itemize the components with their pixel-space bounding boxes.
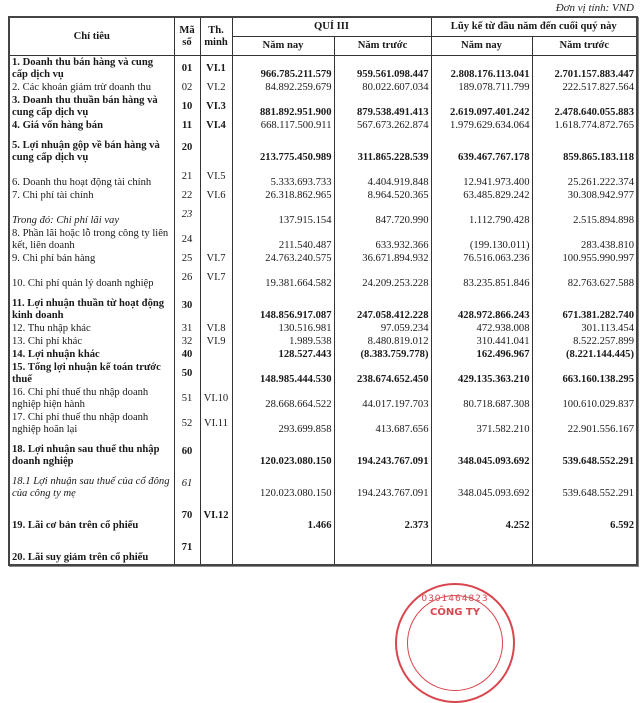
row-quarter-current-value: 5.333.693.733 — [232, 164, 334, 189]
row-code: 23 — [174, 202, 200, 227]
row-note-ref — [200, 227, 232, 252]
row-ytd-current-value: 348.045.093.692 — [431, 468, 532, 500]
header-quarter-group: QUÍ III — [232, 17, 431, 37]
row-ytd-previous-value: 301.113.454 — [532, 322, 637, 335]
table-row — [9, 202, 637, 227]
table-row — [9, 500, 637, 532]
row-quarter-previous-value: 311.865.228.539 — [334, 132, 431, 164]
row-quarter-current-value: 293.699.858 — [232, 411, 334, 436]
table-row — [9, 290, 637, 322]
row-note-ref — [200, 348, 232, 361]
stamp-company-name: CÔNG TY — [430, 607, 480, 618]
row-indicator-name: 8. Phần lãi hoặc lỗ trong công ty liên kết, liên doanh — [9, 227, 174, 252]
table-row — [9, 322, 637, 335]
row-indicator-name: 15. Tổng lợi nhuận kế toán trước thuế — [9, 361, 174, 386]
row-note-ref: VI.4 — [200, 119, 232, 132]
row-ytd-current-value: 371.582.210 — [431, 411, 532, 436]
row-quarter-previous-value: 959.561.098.447 — [334, 56, 431, 82]
row-quarter-current-value: 120.023.080.150 — [232, 436, 334, 468]
row-note-ref — [200, 436, 232, 468]
row-ytd-previous-value — [532, 532, 637, 565]
row-note-ref: VI.7 — [200, 252, 232, 265]
table-row — [9, 265, 637, 290]
table-row — [9, 227, 637, 252]
row-quarter-current-value — [232, 532, 334, 565]
row-code: 51 — [174, 386, 200, 411]
row-ytd-current-value: 4.252 — [431, 500, 532, 532]
row-quarter-current-value: 26.318.862.965 — [232, 189, 334, 202]
row-quarter-current-value: 148.985.444.530 — [232, 361, 334, 386]
row-ytd-current-value: 639.467.767.178 — [431, 132, 532, 164]
row-quarter-previous-value: 847.720.990 — [334, 202, 431, 227]
unit-label: Đơn vị tính: VND — [555, 2, 634, 14]
row-quarter-previous-value: 24.209.253.228 — [334, 265, 431, 290]
row-quarter-current-value: 881.892.951.900 — [232, 94, 334, 119]
row-ytd-previous-value: 859.865.183.118 — [532, 132, 637, 164]
row-indicator-name: 20. Lãi suy giảm trên cổ phiếu — [9, 532, 174, 565]
row-note-ref: VI.8 — [200, 322, 232, 335]
row-ytd-previous-value: 100.610.029.837 — [532, 386, 637, 411]
row-quarter-previous-value: 8.480.819.012 — [334, 335, 431, 348]
row-quarter-current-value: 211.540.487 — [232, 227, 334, 252]
row-quarter-current-value: 130.516.981 — [232, 322, 334, 335]
row-note-ref: VI.1 — [200, 56, 232, 82]
row-code: 50 — [174, 361, 200, 386]
table-row — [9, 335, 637, 348]
row-quarter-previous-value: 567.673.262.874 — [334, 119, 431, 132]
table-row — [9, 468, 637, 500]
row-indicator-name: 10. Chi phí quản lý doanh nghiệp — [9, 265, 174, 290]
row-note-ref: VI.2 — [200, 81, 232, 94]
table-row — [9, 81, 637, 94]
row-ytd-current-value: 2.808.176.113.041 — [431, 56, 532, 82]
row-note-ref: VI.7 — [200, 265, 232, 290]
row-ytd-previous-value: 8.522.257.899 — [532, 335, 637, 348]
row-ytd-current-value: 429.135.363.210 — [431, 361, 532, 386]
header-row-1 — [9, 17, 637, 37]
row-quarter-current-value: 966.785.211.579 — [232, 56, 334, 82]
row-ytd-previous-value: 30.308.942.977 — [532, 189, 637, 202]
row-indicator-name: 5. Lợi nhuận gộp về bán hàng và cung cấp dịch vụ — [9, 132, 174, 164]
table-row — [9, 532, 637, 565]
row-quarter-previous-value: 413.687.656 — [334, 411, 431, 436]
row-quarter-previous-value: 8.964.520.365 — [334, 189, 431, 202]
row-quarter-previous-value: 247.058.412.228 — [334, 290, 431, 322]
table-row — [9, 436, 637, 468]
row-code: 22 — [174, 189, 200, 202]
row-indicator-name: 18.1 Lợi nhuận sau thuế của cổ đông của công ty mẹ — [9, 468, 174, 500]
table-body — [9, 56, 637, 566]
row-quarter-previous-value: 44.017.197.703 — [334, 386, 431, 411]
row-note-ref: VI.12 — [200, 500, 232, 532]
row-quarter-current-value: 128.527.443 — [232, 348, 334, 361]
row-ytd-current-value: 76.516.063.236 — [431, 252, 532, 265]
row-code: 02 — [174, 81, 200, 94]
row-quarter-current-value: 137.915.154 — [232, 202, 334, 227]
row-quarter-previous-value: 36.671.894.932 — [334, 252, 431, 265]
table-row — [9, 361, 637, 386]
row-quarter-previous-value: 633.932.366 — [334, 227, 431, 252]
row-ytd-current-value: 83.235.851.846 — [431, 265, 532, 290]
row-ytd-previous-value: 283.438.810 — [532, 227, 637, 252]
row-note-ref: VI.9 — [200, 335, 232, 348]
row-note-ref: VI.3 — [200, 94, 232, 119]
table-row — [9, 348, 637, 361]
row-ytd-current-value: 310.441.041 — [431, 335, 532, 348]
stamp-number: 0301464823 — [421, 594, 489, 604]
row-ytd-previous-value: 6.592 — [532, 500, 637, 532]
row-ytd-current-value: 189.078.711.799 — [431, 81, 532, 94]
row-indicator-name: 3. Doanh thu thuần bán hàng và cung cấp dịch vụ — [9, 94, 174, 119]
row-code: 26 — [174, 265, 200, 290]
header-quarter-current-year: Năm nay — [232, 37, 334, 56]
row-code: 71 — [174, 532, 200, 565]
header-indicator: Chỉ tiêu — [9, 17, 174, 56]
table-row — [9, 94, 637, 119]
row-indicator-name: 18. Lợi nhuận sau thuế thu nhập doanh nghiệp — [9, 436, 174, 468]
row-quarter-previous-value — [334, 532, 431, 565]
row-ytd-current-value: 2.619.097.401.242 — [431, 94, 532, 119]
table-row — [9, 411, 637, 436]
row-quarter-current-value: 213.775.450.989 — [232, 132, 334, 164]
row-ytd-previous-value: 2.478.640.055.883 — [532, 94, 637, 119]
row-code: 70 — [174, 500, 200, 532]
row-indicator-name: 13. Chi phí khác — [9, 335, 174, 348]
table-row — [9, 252, 637, 265]
row-code: 31 — [174, 322, 200, 335]
row-ytd-previous-value: 671.381.282.740 — [532, 290, 637, 322]
row-quarter-current-value: 24.763.240.575 — [232, 252, 334, 265]
row-code: 60 — [174, 436, 200, 468]
row-code: 20 — [174, 132, 200, 164]
row-indicator-name: 7. Chi phí tài chính — [9, 189, 174, 202]
row-quarter-previous-value: 2.373 — [334, 500, 431, 532]
table-row — [9, 164, 637, 189]
header-code: Mã số — [174, 17, 200, 56]
row-code: 52 — [174, 411, 200, 436]
header-quarter-previous-year: Năm trước — [334, 37, 431, 56]
row-quarter-previous-value: 879.538.491.413 — [334, 94, 431, 119]
row-ytd-current-value: 80.718.687.308 — [431, 386, 532, 411]
row-code: 21 — [174, 164, 200, 189]
row-ytd-current-value: 428.972.866.243 — [431, 290, 532, 322]
row-quarter-previous-value: 238.674.652.450 — [334, 361, 431, 386]
row-quarter-previous-value: 194.243.767.091 — [334, 468, 431, 500]
row-note-ref: VI.5 — [200, 164, 232, 189]
row-quarter-previous-value: (8.383.759.778) — [334, 348, 431, 361]
income-statement-table — [8, 16, 638, 566]
row-ytd-current-value: 1.112.790.428 — [431, 202, 532, 227]
row-indicator-name: 11. Lợi nhuận thuần từ hoạt động kinh doanh — [9, 290, 174, 322]
row-ytd-current-value: 162.496.967 — [431, 348, 532, 361]
row-code: 61 — [174, 468, 200, 500]
table-row — [9, 189, 637, 202]
row-ytd-previous-value: (8.221.144.445) — [532, 348, 637, 361]
row-indicator-name: 9. Chi phí bán hàng — [9, 252, 174, 265]
row-ytd-previous-value: 222.517.827.564 — [532, 81, 637, 94]
table-row — [9, 132, 637, 164]
row-quarter-previous-value: 4.404.919.848 — [334, 164, 431, 189]
row-ytd-current-value: 1.979.629.634.064 — [431, 119, 532, 132]
row-code: 32 — [174, 335, 200, 348]
row-note-ref — [200, 361, 232, 386]
row-ytd-previous-value: 82.763.627.588 — [532, 265, 637, 290]
row-ytd-previous-value: 2.515.894.898 — [532, 202, 637, 227]
row-note-ref — [200, 532, 232, 565]
row-ytd-previous-value: 1.618.774.872.765 — [532, 119, 637, 132]
header-note: Th. minh — [200, 17, 232, 56]
row-ytd-current-value — [431, 532, 532, 565]
row-indicator-name: 14. Lợi nhuận khác — [9, 348, 174, 361]
row-ytd-previous-value: 2.701.157.883.447 — [532, 56, 637, 82]
row-code: 25 — [174, 252, 200, 265]
row-note-ref: VI.11 — [200, 411, 232, 436]
row-quarter-current-value: 1.466 — [232, 500, 334, 532]
row-code: 11 — [174, 119, 200, 132]
header-ytd-group: Lũy kế từ đầu năm đến cuối quý này — [431, 17, 637, 37]
row-note-ref: VI.6 — [200, 189, 232, 202]
row-note-ref — [200, 202, 232, 227]
row-ytd-previous-value: 100.955.990.997 — [532, 252, 637, 265]
row-ytd-previous-value: 663.160.138.295 — [532, 361, 637, 386]
row-ytd-previous-value: 25.261.222.374 — [532, 164, 637, 189]
table-row — [9, 56, 637, 82]
row-note-ref — [200, 132, 232, 164]
row-ytd-current-value: 63.485.829.242 — [431, 189, 532, 202]
row-note-ref — [200, 290, 232, 322]
row-code: 24 — [174, 227, 200, 252]
row-indicator-name: 16. Chi phí thuế thu nhập doanh nghiệp hiện hành — [9, 386, 174, 411]
row-ytd-current-value: 472.938.008 — [431, 322, 532, 335]
row-ytd-previous-value: 539.648.552.291 — [532, 436, 637, 468]
row-indicator-name: 2. Các khoản giảm trừ doanh thu — [9, 81, 174, 94]
row-quarter-previous-value: 80.022.607.034 — [334, 81, 431, 94]
header-ytd-previous-year: Năm trước — [532, 37, 637, 56]
row-quarter-current-value: 120.023.080.150 — [232, 468, 334, 500]
row-indicator-name: 6. Doanh thu hoạt động tài chính — [9, 164, 174, 189]
row-quarter-current-value: 668.117.500.911 — [232, 119, 334, 132]
row-quarter-previous-value: 97.059.234 — [334, 322, 431, 335]
row-indicator-name: Trong đó: Chi phí lãi vay — [9, 202, 174, 227]
table-row — [9, 386, 637, 411]
row-code: 01 — [174, 56, 200, 82]
row-note-ref — [200, 468, 232, 500]
row-quarter-current-value: 84.892.259.679 — [232, 81, 334, 94]
row-quarter-current-value: 1.989.538 — [232, 335, 334, 348]
row-ytd-previous-value: 539.648.552.291 — [532, 468, 637, 500]
row-ytd-current-value: 12.941.973.400 — [431, 164, 532, 189]
row-note-ref: VI.10 — [200, 386, 232, 411]
row-ytd-current-value: 348.045.093.692 — [431, 436, 532, 468]
row-quarter-current-value: 19.381.664.582 — [232, 265, 334, 290]
company-seal-stamp — [395, 583, 515, 703]
row-code: 10 — [174, 94, 200, 119]
row-indicator-name: 12. Thu nhập khác — [9, 322, 174, 335]
row-quarter-current-value: 28.668.664.522 — [232, 386, 334, 411]
row-quarter-current-value: 148.856.917.087 — [232, 290, 334, 322]
header-ytd-current-year: Năm nay — [431, 37, 532, 56]
row-indicator-name: 1. Doanh thu bán hàng và cung cấp dịch vụ — [9, 56, 174, 82]
row-indicator-name: 4. Giá vốn hàng bán — [9, 119, 174, 132]
row-indicator-name: 19. Lãi cơ bản trên cổ phiếu — [9, 500, 174, 532]
row-quarter-previous-value: 194.243.767.091 — [334, 436, 431, 468]
row-code: 40 — [174, 348, 200, 361]
row-indicator-name: 17. Chi phí thuế thu nhập doanh nghiệp hoãn lại — [9, 411, 174, 436]
row-ytd-current-value: (199.130.011) — [431, 227, 532, 252]
table-row — [9, 119, 637, 132]
row-code: 30 — [174, 290, 200, 322]
row-ytd-previous-value: 22.901.556.167 — [532, 411, 637, 436]
